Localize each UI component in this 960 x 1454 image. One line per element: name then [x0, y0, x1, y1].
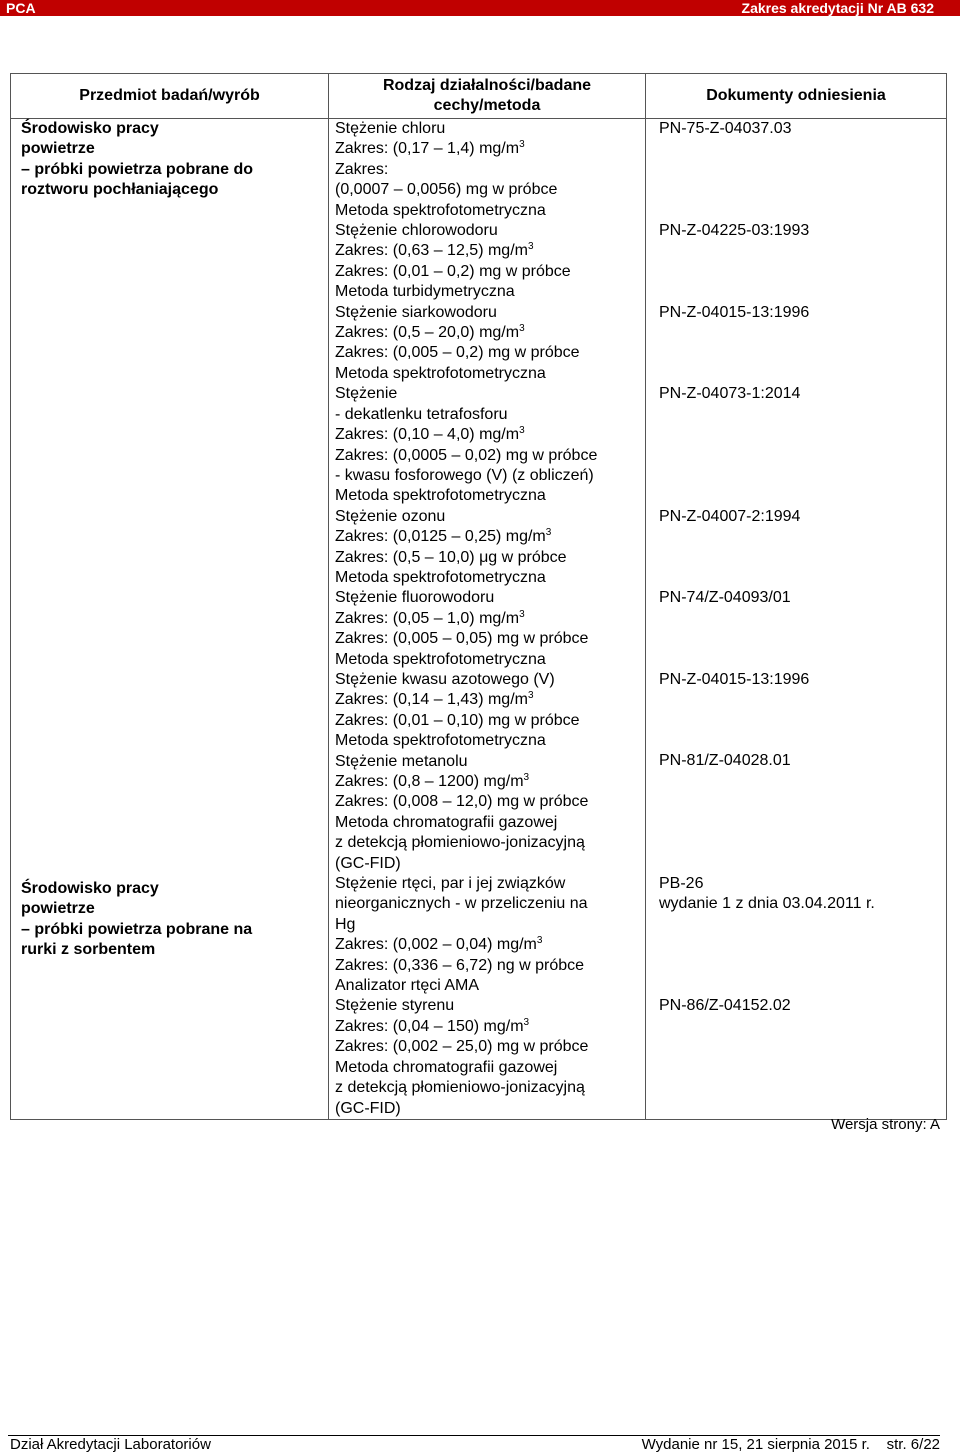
- superscript-3: 3: [527, 241, 534, 253]
- method-line: [335, 568, 639, 588]
- reference-document: [659, 751, 791, 771]
- reference-line: PN-Z-04015-13:1996: [659, 670, 810, 688]
- header-scope-title: Zakres akredytacji Nr AB 632: [741, 0, 934, 16]
- method-line: [335, 446, 639, 466]
- method-line-text: - kwasu fosforowego (V) (z obliczeń): [335, 466, 594, 484]
- method-line-text: Zakres: (0,0005 – 0,02) mg w próbce: [335, 446, 598, 464]
- header-activity-line1: Rodzaj działalności/badane: [382, 76, 592, 94]
- method-line: [335, 1058, 639, 1078]
- reference-document: [659, 119, 792, 139]
- method-line-text: z detekcją płomieniowo-jonizacyjną: [335, 834, 585, 852]
- method-line: [335, 507, 639, 527]
- method-line: [335, 976, 639, 996]
- method-line: [335, 670, 639, 690]
- method-line: [335, 384, 639, 404]
- subject-line: powietrze: [21, 900, 95, 918]
- method-line: [335, 752, 639, 772]
- method-line-text: Zakres: (0,14 – 1,43) mg/m: [335, 691, 528, 709]
- method-line-text: Metoda spektrofotometryczna: [335, 487, 546, 505]
- superscript-3: 3: [519, 608, 525, 620]
- subject-line: roztworu pochłaniającego: [21, 181, 219, 199]
- subject-block-sorbent: [21, 879, 324, 961]
- method-line: [335, 650, 639, 670]
- method-line-text: Stężenie rtęci, par i jej związków: [335, 875, 566, 893]
- reference-line: PN-Z-04073-1:2014: [659, 385, 801, 403]
- method-line-text: nieorganicznych - w przeliczeniu na: [335, 895, 588, 913]
- method-line-text: z detekcją płomieniowo-jonizacyjną: [335, 1079, 585, 1097]
- reference-document: [659, 996, 791, 1016]
- subject-line: powietrze: [21, 140, 95, 158]
- reference-document: [659, 588, 791, 608]
- method-line: [335, 1037, 639, 1057]
- reference-line: PN-75-Z-04037.03: [659, 120, 792, 137]
- method-line: [335, 303, 639, 323]
- method-line-text: (0,0007 – 0,0056) mg w próbce: [335, 181, 558, 199]
- method-line-text: Stężenie ozonu: [335, 507, 446, 525]
- method-line-text: Metoda turbidymetryczna: [335, 283, 515, 301]
- subject-line: Środowisko pracy: [21, 880, 159, 897]
- method-line-text: Metoda chromatografii gazowej: [335, 1058, 558, 1076]
- method-block: [335, 996, 639, 1118]
- method-line-text: Zakres: (0,17 – 1,4) mg/m: [335, 140, 520, 158]
- method-line-text: Hg: [335, 915, 356, 933]
- method-block: [335, 507, 639, 589]
- method-line-text: Stężenie kwasu azotowego (V): [335, 670, 555, 688]
- superscript-3: 3: [519, 323, 525, 335]
- method-line-text: Stężenie chlorowodoru: [335, 222, 498, 240]
- reference-line: PN-Z-04015-13:1996: [659, 303, 810, 321]
- method-line-text: Zakres: (0,5 – 10,0) μg w próbce: [335, 548, 567, 566]
- method-line: [335, 956, 639, 976]
- method-line-text: Metoda spektrofotometryczna: [335, 364, 546, 382]
- reference-line: PN-81/Z-04028.01: [659, 752, 791, 770]
- method-line: [335, 588, 639, 608]
- table-row: [11, 119, 947, 1120]
- reference-line: PN-Z-04225-03:1993: [659, 222, 810, 239]
- subject-block-solution: [21, 119, 324, 201]
- method-line-text: Zakres:: [335, 160, 389, 178]
- superscript-3: 3: [545, 527, 552, 539]
- method-line: [335, 486, 639, 506]
- method-block: [335, 303, 639, 385]
- superscript-3: 3: [519, 425, 525, 437]
- method-line-text: Zakres: (0,002 – 25,0) mg w próbce: [335, 1038, 589, 1056]
- reference-line: PN-74/Z-04093/01: [659, 589, 791, 607]
- subject-cell: [11, 119, 329, 1120]
- reference-document: [659, 507, 800, 527]
- method-line: [335, 711, 639, 731]
- method-line: [335, 548, 639, 568]
- method-line-text: Zakres: (0,008 – 12,0) mg w próbce: [335, 793, 589, 811]
- method-line-text: Stężenie styrenu: [335, 997, 455, 1015]
- method-line: [335, 792, 639, 812]
- page-version: Wersja strony: A: [831, 1116, 940, 1133]
- method-line: [335, 996, 639, 1016]
- method-line-text: Zakres: (0,002 – 0,04) mg/m: [335, 936, 537, 954]
- table-header-row: [11, 74, 947, 119]
- method-line: [335, 139, 639, 159]
- header-documents: Dokumenty odniesienia: [646, 74, 947, 119]
- method-line: [335, 262, 639, 282]
- method-block: [335, 221, 639, 303]
- method-line: [335, 690, 639, 710]
- method-line-text: Zakres: (0,01 – 0,2) mg w próbce: [335, 262, 571, 280]
- method-line: [335, 180, 639, 200]
- method-line: [335, 221, 639, 241]
- page-footer: [8, 1435, 940, 1453]
- reference-line: PN-86/Z-04152.02: [659, 997, 791, 1015]
- reference-document: [659, 874, 875, 915]
- method-line: [335, 935, 639, 955]
- method-line: [335, 527, 639, 547]
- header-org: PCA: [6, 0, 36, 16]
- method-line-text: (GC-FID): [335, 854, 401, 872]
- method-line-text: Analizator rtęci AMA: [335, 977, 480, 995]
- method-line: [335, 343, 639, 363]
- method-line: [335, 874, 639, 894]
- superscript-3: 3: [527, 690, 534, 702]
- method-line: [335, 813, 639, 833]
- method-line-text: Stężenie fluorowodoru: [335, 589, 495, 607]
- reference-document: [659, 384, 800, 404]
- header-activity-line2: cechy/metoda: [433, 97, 541, 114]
- method-block: [335, 670, 639, 752]
- documents-cell: [646, 119, 947, 1120]
- header-subject: Przedmiot badań/wyrób: [11, 74, 329, 119]
- method-line: [335, 772, 639, 792]
- reference-document: [659, 303, 809, 323]
- method-line: [335, 466, 639, 486]
- method-line-text: Stężenie siarkowodoru: [335, 303, 497, 321]
- method-line-text: Zakres: (0,01 – 0,10) mg w próbce: [335, 711, 580, 729]
- superscript-3: 3: [523, 1016, 530, 1028]
- method-line-text: Zakres: (0,005 – 0,05) mg w próbce: [335, 630, 589, 648]
- method-line: [335, 425, 639, 445]
- method-line-text: Zakres: (0,8 – 1200) mg/m: [335, 773, 524, 790]
- method-line: [335, 364, 639, 384]
- method-line: [335, 1099, 639, 1119]
- subject-line: – próbki powietrza pobrane do: [21, 160, 254, 178]
- method-line-text: Metoda spektrofotometryczna: [335, 650, 546, 668]
- method-line: [335, 731, 639, 751]
- method-line: [335, 915, 639, 935]
- method-line-text: Zakres: (0,0125 – 0,25) mg/m: [335, 528, 546, 546]
- method-line-text: Stężenie metanolu: [335, 752, 468, 770]
- superscript-3: 3: [519, 139, 525, 151]
- method-line-text: Zakres: (0,336 – 6,72) ng w próbce: [335, 956, 585, 974]
- method-line: [335, 323, 639, 343]
- method-line-text: Zakres: (0,04 – 150) mg/m: [335, 1017, 524, 1035]
- accreditation-table: [10, 73, 947, 1120]
- method-line-text: Metoda spektrofotometryczna: [335, 568, 546, 586]
- method-line-text: Metoda chromatografii gazowej: [335, 813, 558, 831]
- method-line-text: - dekatlenku tetrafosforu: [335, 405, 508, 423]
- subject-line: – próbki powietrza pobrane na: [21, 920, 253, 938]
- method-line-text: Zakres: (0,005 – 0,2) mg w próbce: [335, 344, 580, 362]
- subject-line: Środowisko pracy: [21, 120, 159, 137]
- reference-document: [659, 670, 809, 690]
- method-line: [335, 629, 639, 649]
- method-line-text: Zakres: (0,10 – 4,0) mg/m: [335, 426, 520, 444]
- method-line: [335, 119, 639, 139]
- activity-cell: [329, 119, 646, 1120]
- method-line: [335, 1017, 639, 1037]
- method-block: [335, 384, 639, 506]
- subject-line: rurki z sorbentem: [21, 941, 156, 959]
- method-line-text: Stężenie chloru: [335, 120, 446, 137]
- method-line-text: Zakres: (0,5 – 20,0) mg/m: [335, 324, 520, 342]
- reference-line: wydanie 1 z dnia 03.04.2011 r.: [659, 895, 875, 913]
- method-line-text: Metoda spektrofotometryczna: [335, 732, 546, 750]
- method-line-text: (GC-FID): [335, 1099, 401, 1117]
- method-line: [335, 609, 639, 629]
- method-line: [335, 833, 639, 853]
- method-line-text: Zakres: (0,05 – 1,0) mg/m: [335, 609, 520, 627]
- page-header: [0, 0, 960, 16]
- reference-document: [659, 221, 809, 241]
- method-line: [335, 854, 639, 874]
- reference-line: PB-26: [659, 874, 704, 892]
- method-line: [335, 405, 639, 425]
- header-activity: [329, 74, 646, 119]
- method-block: [335, 874, 639, 996]
- method-block: [335, 588, 639, 670]
- superscript-3: 3: [536, 935, 543, 947]
- method-line: [335, 241, 639, 261]
- superscript-3: 3: [523, 772, 530, 783]
- method-line-text: Metoda spektrofotometryczna: [335, 201, 546, 219]
- method-line-text: Stężenie: [335, 385, 398, 403]
- method-line: [335, 201, 639, 221]
- method-line: [335, 160, 639, 180]
- method-line: [335, 894, 639, 914]
- method-line: [335, 282, 639, 302]
- method-block: [335, 119, 639, 221]
- method-line: [335, 1078, 639, 1098]
- method-block: [335, 752, 639, 874]
- footer-department: Dział Akredytacji Laboratoriów: [10, 1436, 211, 1453]
- footer-edition: Wydanie nr 15, 21 sierpnia 2015 r. str. 6/22: [641, 1436, 940, 1453]
- method-line-text: Zakres: (0,63 – 12,5) mg/m: [335, 242, 528, 260]
- reference-line: PN-Z-04007-2:1994: [659, 507, 801, 525]
